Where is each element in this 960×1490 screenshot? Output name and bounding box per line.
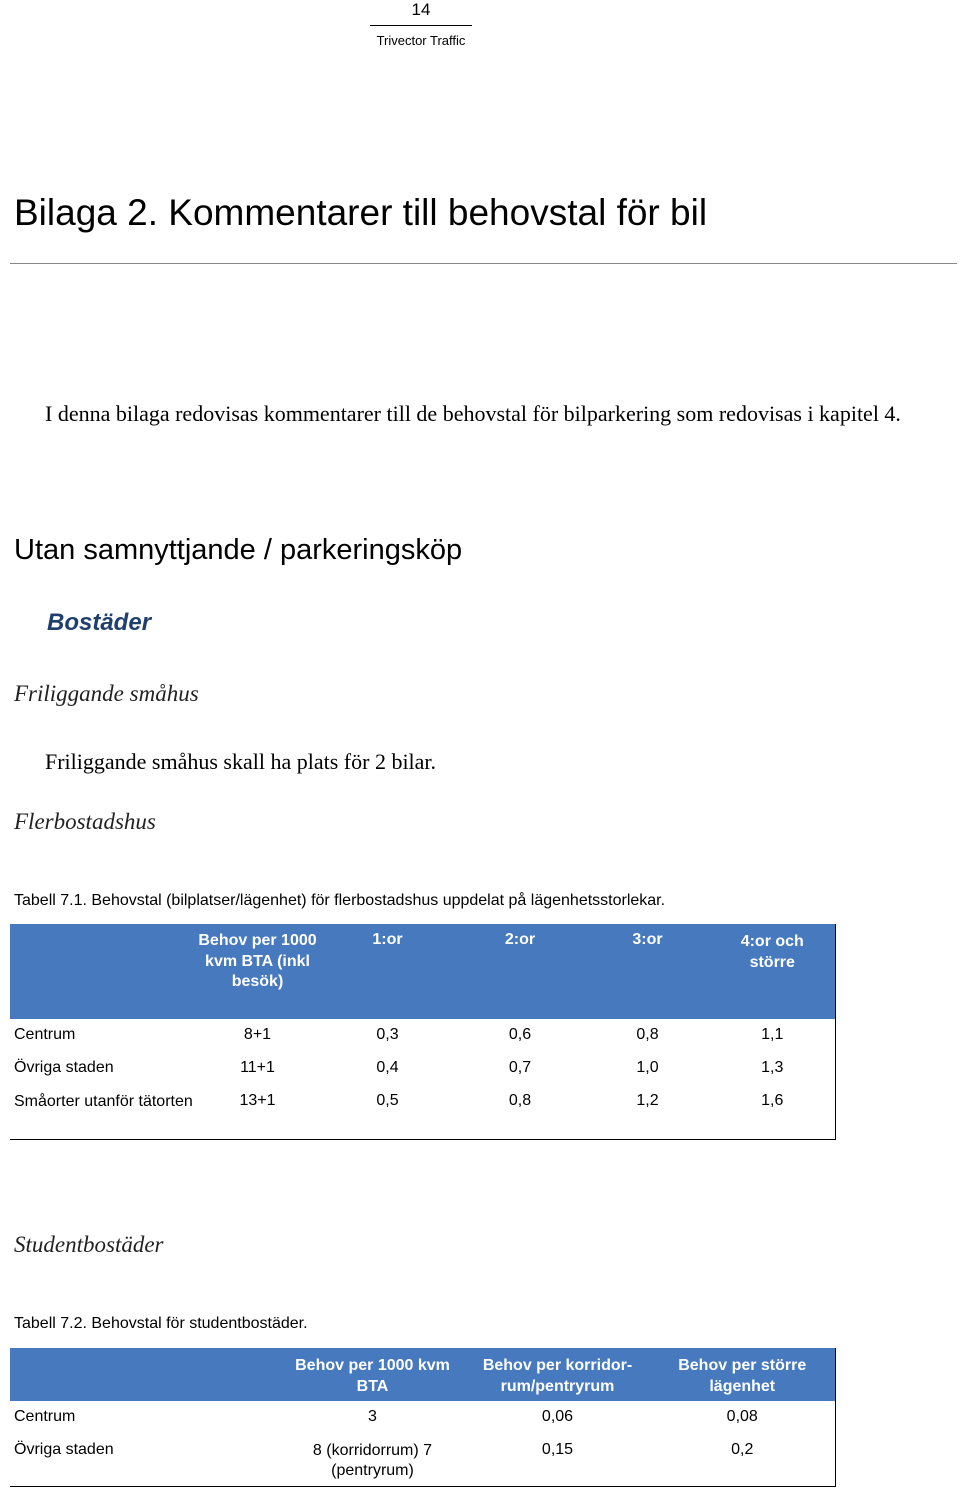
table-cell: 0,8 [455, 1085, 585, 1139]
table-cell: 8+1 [243, 1026, 272, 1043]
page-number: 14 [411, 0, 431, 19]
header-cell: Behov per korridor-rum/pentryrum [465, 1348, 650, 1401]
table-cell: 0,06 [541, 1408, 574, 1425]
header-cell: Behov per 1000 kvm BTA (inkl besök) [195, 924, 320, 1019]
table-row [10, 1401, 835, 1434]
row-label: Småorter utanför tätorten [10, 1085, 195, 1139]
table-row [10, 1434, 835, 1486]
table-cell: 1,1 [710, 1019, 835, 1052]
table-row [10, 1085, 835, 1139]
table-cell: 0,6 [508, 1026, 532, 1043]
page-title: Bilaga 2. Kommentarer till behovstal för bil [14, 192, 708, 233]
header-cell: 1:or [320, 924, 455, 1019]
header-divider [370, 25, 472, 26]
intro-paragraph: I denna bilaga redovisas kommentarer till de behovstal för bilparkering som redovisas i kapitel 4. [45, 401, 901, 426]
table-7-2-caption: Tabell 7.2. Behovstal för studentbostäder. [14, 1315, 308, 1332]
table-7-1 [10, 924, 836, 1140]
row-label: Centrum [14, 1408, 76, 1425]
table-cell: 0,15 [465, 1434, 650, 1486]
header-cell: Behov per 1000 kvm BTA [280, 1348, 465, 1401]
table-7-2 [10, 1348, 836, 1487]
table-row [10, 1019, 835, 1052]
table-cell: 0,08 [650, 1401, 835, 1434]
table-cell: 13+1 [195, 1085, 320, 1139]
table-cell: 11+1 [240, 1059, 275, 1076]
header-cell: 4:or och större [710, 924, 835, 1019]
subsection-heading: Bostäder [47, 609, 152, 636]
table-cell: 8 (korridorrum) 7 (pentryrum) [280, 1434, 465, 1486]
table-7-1-caption: Tabell 7.1. Behovstal (bilplatser/lägenhet) för flerbostadshus uppdelat på lägenhetsstorlekar. [14, 892, 666, 909]
table-header-row [10, 924, 835, 1019]
table-row [10, 1052, 835, 1085]
table-cell: 0,3 [376, 1026, 399, 1043]
friliggande-heading: Friliggande småhus [14, 681, 199, 706]
table-cell: 0,8 [636, 1026, 659, 1043]
table-cell: 1,3 [710, 1052, 835, 1085]
header-company: Trivector Traffic [376, 33, 466, 48]
header-cell: 2:or [455, 924, 585, 1019]
table-cell: 1,2 [585, 1085, 710, 1139]
header-cell [10, 924, 195, 1019]
table-cell: 0,4 [376, 1059, 399, 1076]
header-cell: Behov per större lägenhet [650, 1348, 835, 1401]
table-cell: 1,6 [710, 1085, 835, 1139]
header-cell: 3:or [585, 924, 710, 1019]
table-cell: 1,0 [636, 1059, 659, 1076]
header-cell [10, 1348, 280, 1401]
studentbostader-heading: Studentbostäder [14, 1232, 164, 1257]
title-divider [10, 263, 957, 264]
table-header-row [10, 1348, 835, 1401]
row-label: Övriga staden [14, 1059, 114, 1076]
flerbostadshus-heading: Flerbostadshus [14, 809, 156, 834]
section-heading: Utan samnyttjande / parkeringsköp [14, 534, 463, 566]
table-cell: 0,7 [508, 1059, 532, 1076]
table-cell: 3 [368, 1408, 377, 1425]
table-cell: 0,2 [650, 1434, 835, 1486]
row-label: Centrum [14, 1026, 76, 1043]
row-label: Övriga staden [10, 1434, 280, 1486]
friliggande-text: Friliggande småhus skall ha plats för 2 bilar. [45, 749, 437, 774]
table-cell: 0,5 [320, 1085, 455, 1139]
